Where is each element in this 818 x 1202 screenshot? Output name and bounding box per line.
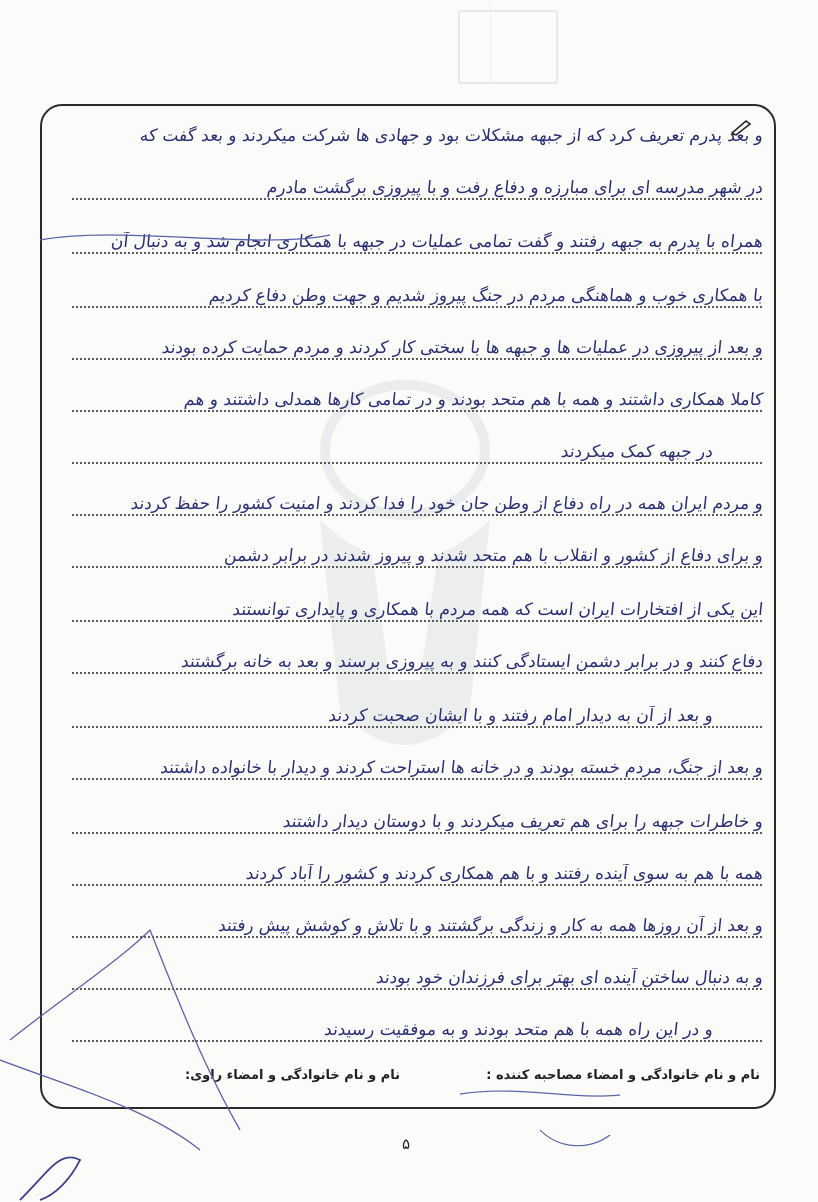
handwritten-line: و بعد از آن روزها همه به کار و زندگی برگشتند و با تلاش و کوشش پیش رفتند [217, 916, 765, 936]
handwritten-line: همراه با پدرم به جبهه رفتند و گفت تمامی عملیات در جبهه با همکاری انجام شد و به دنبال آن [110, 232, 765, 252]
handwritten-line: و به دنبال ساختن آینده ای بهتر برای فرزندان خود بودند [375, 968, 765, 988]
handwritten-line: و بعد از آن به دیدار امام رفتند و با ایشان صحبت کردند [327, 706, 715, 726]
handwritten-line: همه با هم به سوی آینده رفتند و با هم همکاری کردند و کشور را آباد کردند [244, 864, 765, 884]
handwritten-line: و خاطرات جبهه را برای هم تعریف میکردند و با دوستان دیدار داشتند [281, 812, 765, 832]
narrator-signature-label: نام و نام خانوادگی و امضاء راوی: [185, 1068, 400, 1083]
handwritten-line: با همکاری خوب و هماهنگی مردم در جنگ پیروز شدیم و جهت وطن دفاع کردیم [208, 286, 765, 306]
handwritten-line: این یکی از افتخارات ایران است که همه مردم با همکاری و پایداری توانستند [231, 600, 765, 620]
handwritten-line: و بعد پدرم تعریف کرد که از جبهه مشکلات بود و جهادی ها شرکت میکردند و بعد گفت که [138, 126, 765, 146]
handwritten-line: و مردم ایران همه در راه دفاع از وطن جان خود را فدا کردند و امنیت کشور را حفظ کردند [129, 494, 765, 514]
handwritten-line: و برای دفاع از کشور و انقلاب با هم متحد شدند و پیروز شدند در برابر دشمن [223, 546, 765, 566]
handwritten-line: دفاع کنند و در برابر دشمن ایستادگی کنند و به پیروزی برسند و بعد به خانه برگشتند [180, 652, 765, 672]
handwritten-line: و در این راه همه با هم متحد بودند و به موفقیت رسیدند [323, 1020, 715, 1040]
handwritten-line: و بعد از پیروزی در عملیات ها و جبهه ها با سختی کار کردند و مردم حمایت کرده بودند [160, 338, 765, 358]
handwritten-line: در جبهه کمک میکردند [559, 442, 715, 462]
interviewer-signature-label: نام و نام خانوادگی و امضاء مصاحبه کننده : [486, 1068, 760, 1083]
page-number: ۵ [402, 1135, 411, 1153]
handwritten-line: کاملا همکاری داشتند و همه با هم متحد بودند و در تمامی کارها همدلی داشتند و هم [183, 390, 765, 410]
handwritten-line: و بعد از جنگ، مردم خسته بودند و در خانه ها استراحت کردند و دیدار با خانواده داشتند [159, 758, 765, 778]
handwritten-line: در شهر مدرسه ای برای مبارزه و دفاع رفت و با پیروزی برگشت مادرم [265, 178, 765, 198]
